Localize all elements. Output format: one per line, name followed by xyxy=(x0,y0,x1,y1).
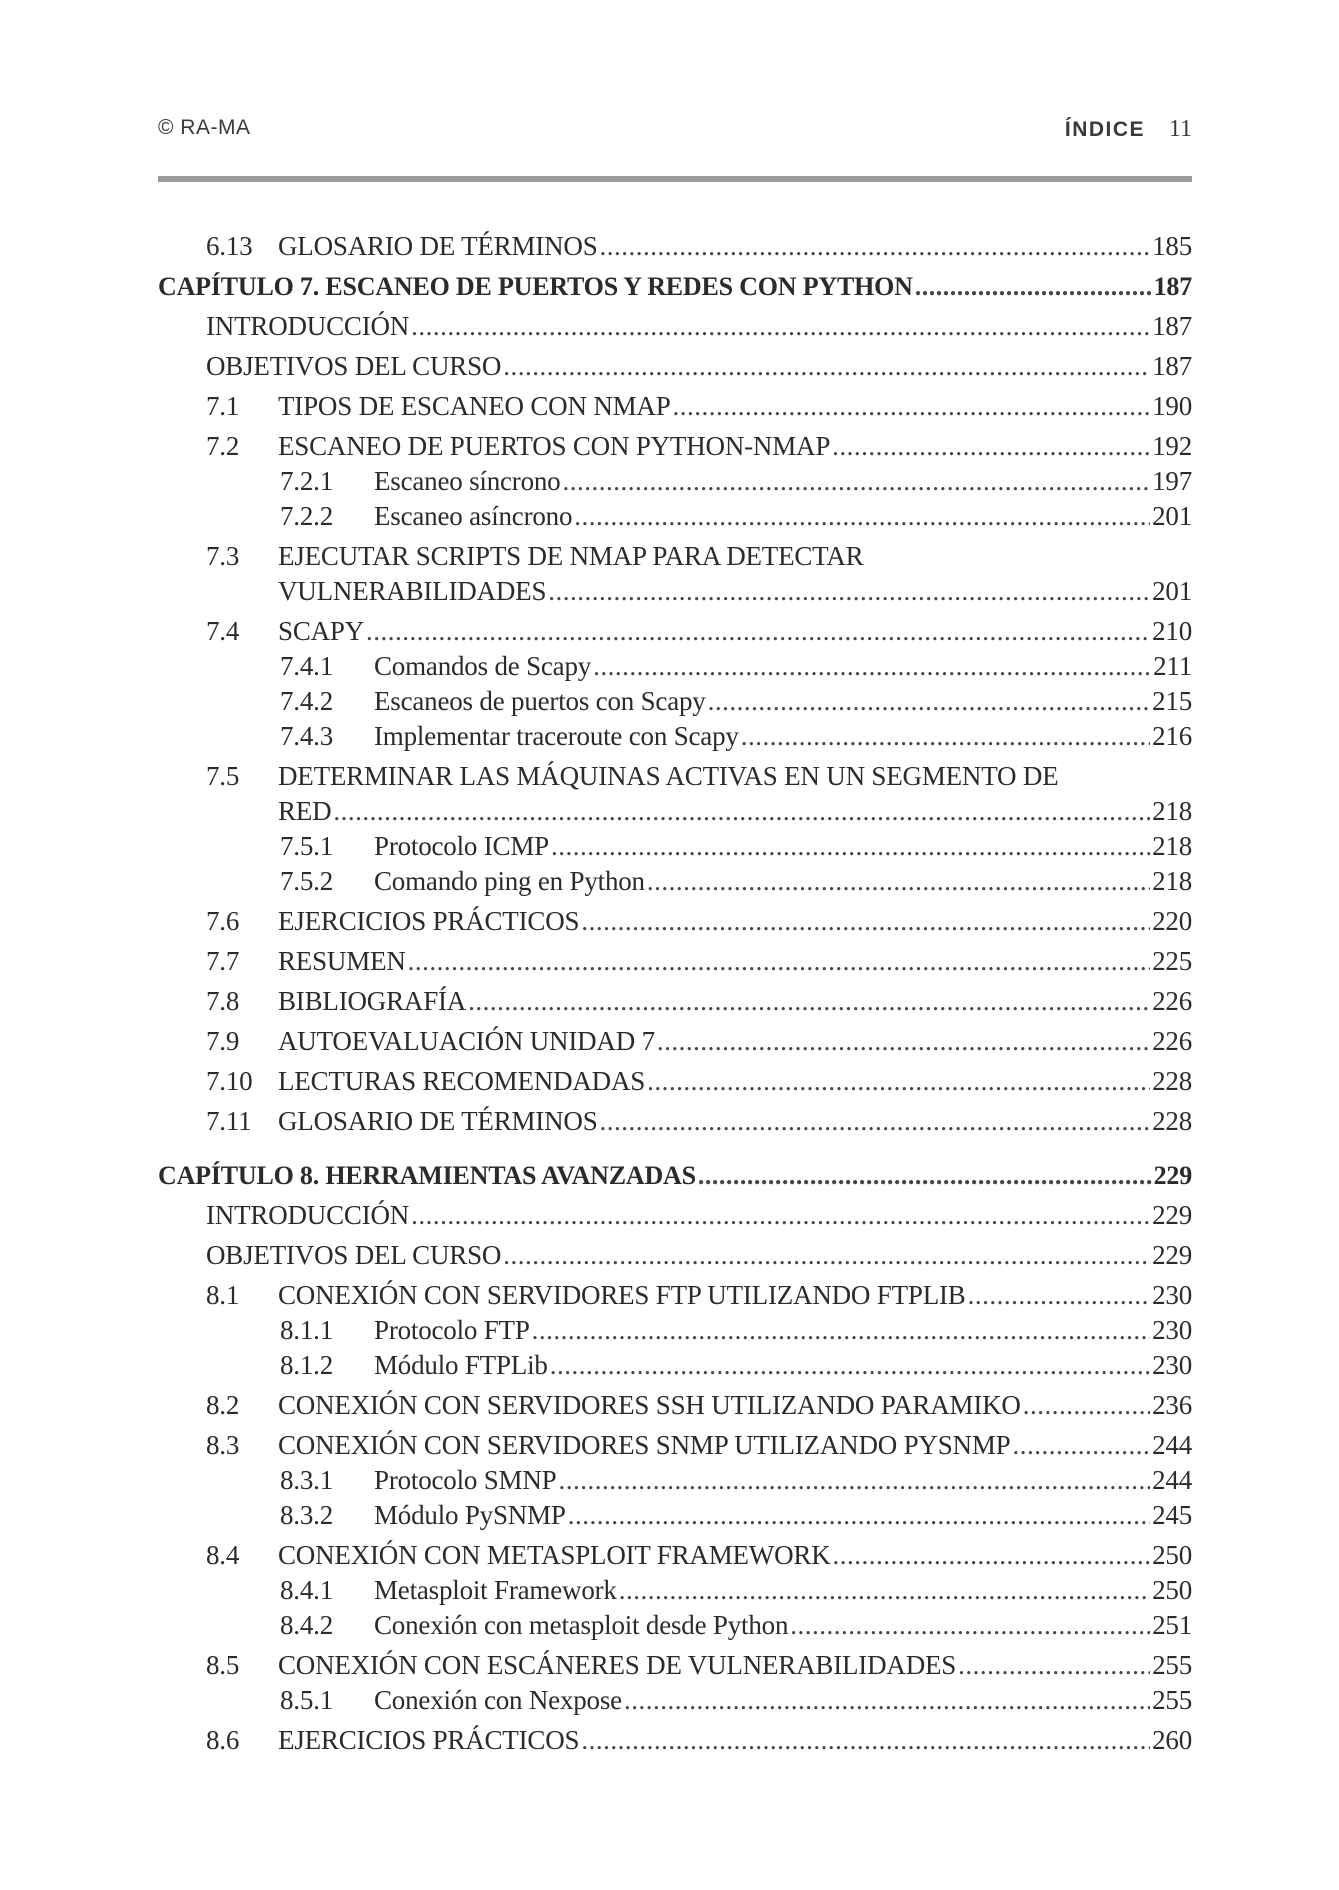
dot-leader xyxy=(657,1025,1150,1058)
dot-leader xyxy=(581,905,1150,938)
toc-title: CAPÍTULO 8. HERRAMIENTAS AVANZADAS xyxy=(158,1161,696,1190)
toc-number: 7.4.3 xyxy=(280,721,334,751)
toc-title: TIPOS DE ESCANEO CON NMAP xyxy=(278,391,671,421)
toc-entry[interactable] xyxy=(158,795,1192,828)
dot-leader xyxy=(968,1279,1150,1312)
toc-page: 250 xyxy=(1152,1540,1192,1570)
toc-title: Protocolo FTP xyxy=(374,1315,530,1345)
toc-page: 210 xyxy=(1152,616,1192,646)
toc-subentry[interactable] xyxy=(158,650,1192,683)
toc-page: 220 xyxy=(1152,906,1192,936)
toc-title: Protocolo ICMP xyxy=(374,831,549,861)
toc-number: 8.5 xyxy=(206,1650,240,1680)
toc-page: 229 xyxy=(1152,1200,1192,1230)
toc-title: Implementar traceroute con Scapy xyxy=(374,721,739,751)
toc-entry[interactable] xyxy=(158,430,1192,463)
toc-number: 8.1.1 xyxy=(280,1315,334,1345)
toc-page: 228 xyxy=(1152,1066,1192,1096)
toc-number: 7.7 xyxy=(206,946,240,976)
dot-leader xyxy=(551,830,1150,863)
toc-page: 216 xyxy=(1152,721,1192,751)
toc-subentry[interactable] xyxy=(158,865,1192,898)
dot-leader xyxy=(558,1464,1150,1497)
toc-title: GLOSARIO DE TÉRMINOS xyxy=(278,231,598,261)
toc-number: 7.3 xyxy=(206,541,240,571)
toc-title: Comandos de Scapy xyxy=(374,651,592,681)
dot-leader xyxy=(581,1724,1150,1757)
toc-title: EJERCICIOS PRÁCTICOS xyxy=(278,1725,580,1755)
toc-page: 230 xyxy=(1152,1280,1192,1310)
toc-title: OBJETIVOS DEL CURSO xyxy=(206,1240,502,1270)
dot-leader xyxy=(532,1314,1150,1347)
toc-chapter-heading[interactable] xyxy=(158,1159,1192,1192)
toc-title: Conexión con metasploit desde Python xyxy=(374,1610,789,1640)
toc-title: CONEXIÓN CON SERVIDORES SSH UTILIZANDO PARAMIKO xyxy=(278,1390,1021,1420)
header-right xyxy=(1065,116,1192,143)
toc-entry-line1[interactable] xyxy=(158,760,1192,793)
toc-number: 8.3.2 xyxy=(280,1500,334,1530)
toc-page: 187 xyxy=(1152,311,1192,341)
toc-page: 244 xyxy=(1152,1465,1192,1495)
toc-page: 225 xyxy=(1152,946,1192,976)
toc-title: LECTURAS RECOMENDADAS xyxy=(278,1066,646,1096)
toc-number: 8.1 xyxy=(206,1280,240,1310)
dot-leader xyxy=(619,1574,1150,1607)
toc-title: INTRODUCCIÓN xyxy=(206,1200,410,1230)
toc-page: 255 xyxy=(1152,1650,1192,1680)
toc-page: 201 xyxy=(1152,576,1192,606)
toc-page: 218 xyxy=(1152,831,1192,861)
toc-page: 185 xyxy=(1152,231,1192,261)
toc-number: 8.5.1 xyxy=(280,1685,334,1715)
toc-title: VULNERABILIDADES xyxy=(278,576,547,606)
toc-subentry[interactable] xyxy=(158,830,1192,863)
toc-subentry[interactable] xyxy=(158,685,1192,718)
toc-subentry[interactable] xyxy=(158,720,1192,753)
toc-subentry[interactable] xyxy=(158,1574,1192,1607)
toc-title: BIBLIOGRAFÍA xyxy=(278,986,467,1016)
toc-title: GLOSARIO DE TÉRMINOS xyxy=(278,1106,598,1136)
dot-leader xyxy=(550,1349,1150,1382)
toc-number: 8.6 xyxy=(206,1725,240,1755)
toc-number: 6.13 xyxy=(206,231,253,261)
toc-page: 192 xyxy=(1152,431,1192,461)
toc-entry[interactable] xyxy=(158,1279,1192,1312)
toc-title: RED xyxy=(278,796,332,826)
toc-page: 229 xyxy=(1153,1161,1192,1190)
toc-entry[interactable] xyxy=(158,1025,1192,1058)
toc-title: Escaneo asíncrono xyxy=(374,501,573,531)
toc-page: 226 xyxy=(1152,1026,1192,1056)
toc-number: 7.9 xyxy=(206,1026,240,1056)
toc-page: 187 xyxy=(1153,272,1192,301)
toc-title: Comando ping en Python xyxy=(374,866,645,896)
toc-number: 7.6 xyxy=(206,906,240,936)
toc-page: 244 xyxy=(1152,1430,1192,1460)
toc-entry[interactable] xyxy=(158,350,1192,383)
toc-number: 7.2.1 xyxy=(280,466,334,496)
dot-leader xyxy=(503,1239,1150,1272)
dot-leader xyxy=(408,945,1150,978)
toc-page: 218 xyxy=(1152,796,1192,826)
toc-page: 250 xyxy=(1152,1575,1192,1605)
toc-title-line1: EJECUTAR SCRIPTS DE NMAP PARA DETECTAR xyxy=(278,541,864,571)
dot-leader xyxy=(468,985,1150,1018)
toc-title: ESCANEO DE PUERTOS CON PYTHON-NMAP xyxy=(278,431,831,461)
toc-title: SCAPY xyxy=(278,616,365,646)
toc-entry[interactable] xyxy=(158,1539,1192,1572)
toc-title: Escaneos de puertos con Scapy xyxy=(374,686,706,716)
dot-leader xyxy=(833,1539,1151,1572)
dot-leader xyxy=(600,1105,1151,1138)
toc-entry[interactable] xyxy=(158,390,1192,423)
toc-title: CONEXIÓN CON SERVIDORES SNMP UTILIZANDO PYSNMP xyxy=(278,1430,1011,1460)
toc-subentry[interactable] xyxy=(158,500,1192,533)
dot-leader xyxy=(790,1609,1150,1642)
toc-number: 7.2 xyxy=(206,431,240,461)
toc-number: 7.5.2 xyxy=(280,866,334,896)
table-of-contents xyxy=(158,230,1192,1757)
dot-leader xyxy=(1012,1429,1150,1462)
toc-title: INTRODUCCIÓN xyxy=(206,311,410,341)
dot-leader xyxy=(741,720,1150,753)
toc-page: 228 xyxy=(1152,1106,1192,1136)
toc-number: 8.3 xyxy=(206,1430,240,1460)
toc-number: 7.4.1 xyxy=(280,651,334,681)
dot-leader xyxy=(366,615,1150,648)
running-header xyxy=(158,116,1192,148)
toc-entry[interactable] xyxy=(158,1389,1192,1422)
toc-page: 190 xyxy=(1152,391,1192,421)
dot-leader xyxy=(915,270,1152,303)
toc-title: Módulo FTPLib xyxy=(374,1350,548,1380)
toc-page: 218 xyxy=(1152,866,1192,896)
toc-subentry[interactable] xyxy=(158,1314,1192,1347)
toc-entry[interactable] xyxy=(158,230,1192,263)
toc-page: 187 xyxy=(1152,351,1192,381)
toc-number: 7.4.2 xyxy=(280,686,334,716)
toc-title: Metasploit Framework xyxy=(374,1575,617,1605)
toc-title: OBJETIVOS DEL CURSO xyxy=(206,351,502,381)
toc-entry[interactable] xyxy=(158,1105,1192,1138)
header-rule xyxy=(158,176,1192,182)
toc-title: RESUMEN xyxy=(278,946,406,976)
toc-page: 230 xyxy=(1152,1350,1192,1380)
toc-title: Protocolo SMNP xyxy=(374,1465,557,1495)
toc-entry[interactable] xyxy=(158,575,1192,608)
toc-page: 255 xyxy=(1152,1685,1192,1715)
toc-entry[interactable] xyxy=(158,1724,1192,1757)
dot-leader xyxy=(624,1684,1150,1717)
toc-number: 7.8 xyxy=(206,986,240,1016)
toc-subentry[interactable] xyxy=(158,1684,1192,1717)
toc-number: 7.5 xyxy=(206,761,240,791)
toc-title: CONEXIÓN CON SERVIDORES FTP UTILIZANDO FTPLIB xyxy=(278,1280,966,1310)
toc-entry[interactable] xyxy=(158,615,1192,648)
dot-leader xyxy=(563,465,1151,498)
dot-leader xyxy=(698,1159,1152,1192)
toc-title: Conexión con Nexpose xyxy=(374,1685,622,1715)
toc-page: 230 xyxy=(1152,1315,1192,1345)
toc-number: 7.5.1 xyxy=(280,831,334,861)
toc-entry[interactable] xyxy=(158,985,1192,1018)
toc-entry[interactable] xyxy=(158,310,1192,343)
dot-leader xyxy=(503,350,1150,383)
toc-title-line1: DETERMINAR LAS MÁQUINAS ACTIVAS EN UN SEGMENTO DE xyxy=(278,761,1059,791)
toc-entry-line1[interactable] xyxy=(158,540,1192,573)
dot-leader xyxy=(333,795,1150,828)
toc-title: Escaneo síncrono xyxy=(374,466,561,496)
toc-number: 8.4.1 xyxy=(280,1575,334,1605)
dot-leader xyxy=(647,1065,1150,1098)
dot-leader xyxy=(548,575,1150,608)
page-number: 11 xyxy=(1168,116,1192,142)
toc-title: AUTOEVALUACIÓN UNIDAD 7 xyxy=(278,1026,655,1056)
toc-number: 8.2 xyxy=(206,1390,240,1420)
toc-page: 215 xyxy=(1152,686,1192,716)
toc-title: Módulo PySNMP xyxy=(374,1500,566,1530)
section-title: ÍNDICE xyxy=(1064,118,1146,141)
toc-subentry[interactable] xyxy=(158,1349,1192,1382)
toc-number: 8.4.2 xyxy=(280,1610,334,1640)
toc-entry[interactable] xyxy=(158,1649,1192,1682)
dot-leader xyxy=(574,500,1150,533)
toc-title: CONEXIÓN CON ESCÁNERES DE VULNERABILIDADES xyxy=(278,1650,957,1680)
dot-leader xyxy=(411,310,1150,343)
toc-subentry[interactable] xyxy=(158,1464,1192,1497)
dot-leader xyxy=(958,1649,1150,1682)
toc-number: 8.1.2 xyxy=(280,1350,334,1380)
toc-number: 7.4 xyxy=(206,616,240,646)
dot-leader xyxy=(708,685,1150,718)
dot-leader xyxy=(411,1199,1150,1232)
toc-title: EJERCICIOS PRÁCTICOS xyxy=(278,906,580,936)
toc-number: 8.4 xyxy=(206,1540,240,1570)
toc-entry[interactable] xyxy=(158,1199,1192,1232)
dot-leader xyxy=(1023,1389,1150,1422)
toc-entry[interactable] xyxy=(158,1429,1192,1462)
publisher-label: © RA-MA xyxy=(158,116,251,139)
toc-page: 245 xyxy=(1152,1500,1192,1530)
toc-number: 7.1 xyxy=(206,391,240,421)
dot-leader xyxy=(673,390,1151,423)
toc-subentry[interactable] xyxy=(158,1609,1192,1642)
toc-title: CONEXIÓN CON METASPLOIT FRAMEWORK xyxy=(278,1540,831,1570)
dot-leader xyxy=(832,430,1150,463)
toc-number: 7.11 xyxy=(206,1106,252,1136)
toc-page: 201 xyxy=(1152,501,1192,531)
toc-page: 197 xyxy=(1152,466,1192,496)
toc-title: CAPÍTULO 7. ESCANEO DE PUERTOS Y REDES CON PYTHON xyxy=(158,272,913,301)
toc-subentry[interactable] xyxy=(158,1499,1192,1532)
toc-chapter-heading[interactable] xyxy=(158,270,1192,303)
toc-entry[interactable] xyxy=(158,1239,1192,1272)
toc-subentry[interactable] xyxy=(158,465,1192,498)
dot-leader xyxy=(593,650,1151,683)
toc-page: 236 xyxy=(1152,1390,1192,1420)
dot-leader xyxy=(568,1499,1150,1532)
dot-leader xyxy=(600,230,1151,263)
toc-page: 226 xyxy=(1152,986,1192,1016)
toc-entry[interactable] xyxy=(158,905,1192,938)
toc-page: 260 xyxy=(1152,1725,1192,1755)
toc-page: 211 xyxy=(1153,651,1192,681)
toc-number: 7.2.2 xyxy=(280,501,334,531)
toc-entry[interactable] xyxy=(158,1065,1192,1098)
toc-entry[interactable] xyxy=(158,945,1192,978)
toc-page: 251 xyxy=(1152,1610,1192,1640)
dot-leader xyxy=(647,865,1150,898)
toc-number: 8.3.1 xyxy=(280,1465,334,1495)
toc-page: 229 xyxy=(1152,1240,1192,1270)
toc-number: 7.10 xyxy=(206,1066,253,1096)
